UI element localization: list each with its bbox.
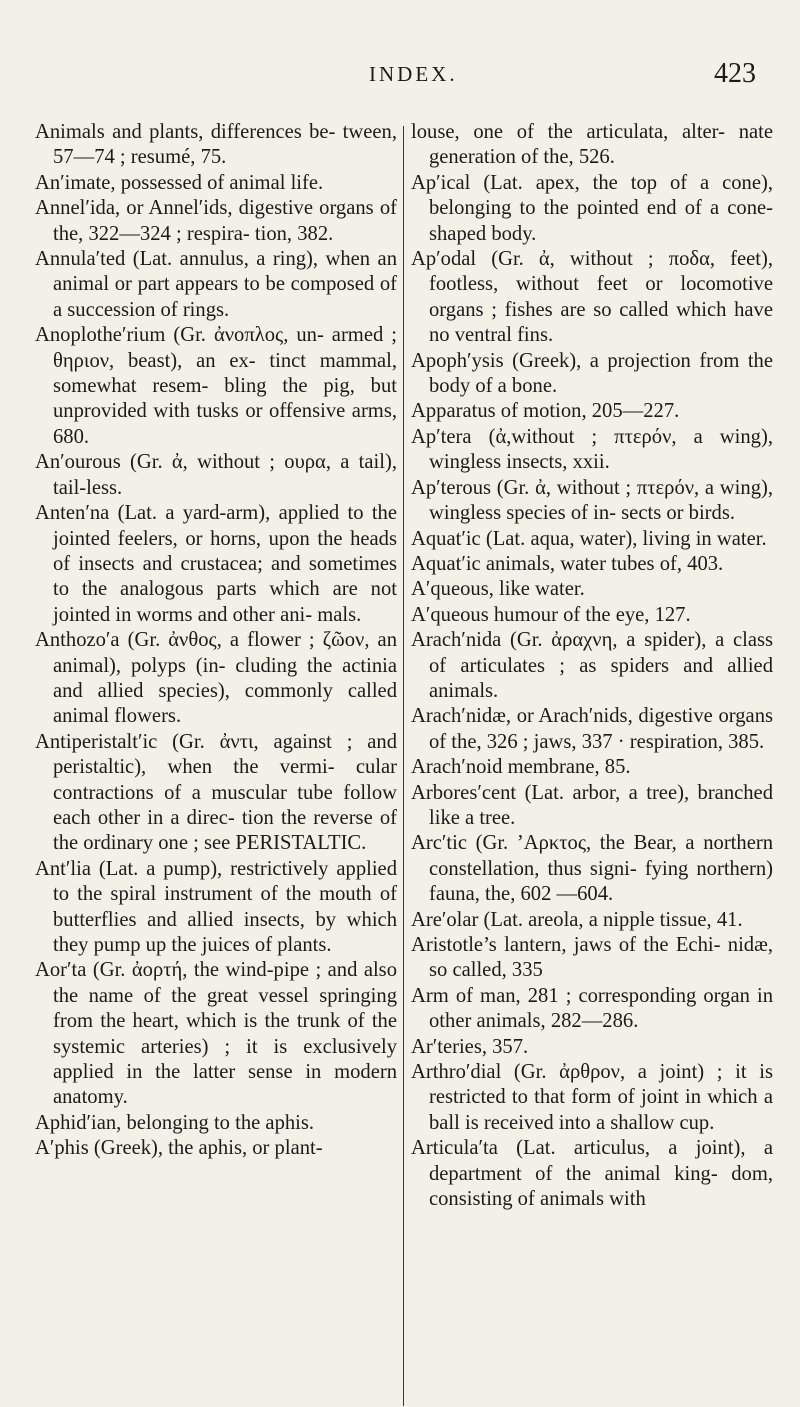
index-entry: Ant′lia (Lat. a pump), restrictively applied to the spiral instrument of the mouth of butterflies and allied insects, by which they pump up the juices of plants. [35, 857, 397, 956]
index-entry: Anten′na (Lat. a yard-arm), applied to the jointed feelers, or horns, upon the heads of insects and crustacea; and sometimes to the analogous parts which are not jointed in worms and other ani- mals. [35, 502, 397, 626]
index-entry: Articula′ta (Lat. articulus, a joint), a department of the animal king- dom, consisting of animals with [411, 1137, 773, 1211]
index-entry: Apparatus of motion, 205—227. [411, 400, 680, 423]
index-entry: Arach′noid membrane, 85. [411, 756, 631, 779]
index-entry: Antiperistalt′ic (Gr. ἀντι, against ; and peristaltic), when the vermi- cular contractions of a muscular tube follow each other in a direc- tion the reverse of the ordinary one ; see PERISTALTIC. [35, 730, 397, 855]
index-entry: Anoplothe′rium (Gr. ἀνοπλος, un- armed ; θηριον, beast), an ex- tinct mammal, somewhat resem- bling the pig, but unprovided with tusks or offensive arms, 680. [35, 324, 397, 448]
running-head [0, 58, 800, 98]
index-entry: Aor′ta (Gr. ἀορτή, the wind-pipe ; and also the name of the great vessel springing from the heart, which is the trunk of the systemic arteries) ; it is exclusively applied in the latter sense in modern anatomy. [35, 959, 397, 1109]
index-entry: Arc′tic (Gr. ’Αρκτος, the Bear, a northern constellation, thus signi- fying northern) fauna, the, 602 —604. [411, 832, 773, 906]
index-entry: Aquat′ic animals, water tubes of, 403. [411, 552, 724, 575]
index-entry: Arach′nida (Gr. ἀραχνη, a spider), a class of articulates ; as spiders and allied animals. [411, 629, 773, 702]
index-entry: Aristotle’s lantern, jaws of the Echi- nidæ, so called, 335 [411, 934, 773, 982]
index-entry: Ar′teries, 357. [411, 1035, 529, 1058]
index-entry: Arm of man, 281 ; corresponding organ in other animals, 282—286. [411, 984, 773, 1033]
left-column [35, 120, 397, 1162]
index-entry: Ap′tera (ἀ,without ; πτερόν, a wing), wingless insects, xxii. [411, 425, 773, 474]
page-number: 423 [714, 58, 756, 89]
index-entry: Aphid′ian, belonging to the aphis. [35, 1111, 315, 1134]
index-entry: Arthro′dial (Gr. ἀρθρον, a joint) ; it is restricted to that form of joint in which a ball is received into a shallow cup. [411, 1061, 773, 1134]
column-divider [403, 126, 404, 1406]
running-head-title: INDEX. [369, 62, 458, 86]
index-entry: Annel′ida, or Annel′ids, digestive organs of the, 322—324 ; respira- tion, 382. [35, 197, 397, 245]
index-entry: Arbores′cent (Lat. arbor, a tree), branched like a tree. [411, 781, 773, 829]
index-entry: Ap′terous (Gr. ἀ, without ; πτερόν, a wing), wingless species of in- sects or birds. [411, 476, 773, 525]
index-entry: An′ourous (Gr. ἀ, without ; ουρα, a tail), tail-less. [35, 451, 397, 499]
index-entry: Arach′nidæ, or Arach′nids, digestive organs of the, 326 ; jaws, 337 · respiration, 385. [411, 705, 773, 753]
index-entry: Ap′odal (Gr. ἀ, without ; ποδα, feet), footless, without feet or locomotive organs ; fishes are so called which have no ventral fins. [411, 248, 773, 347]
index-entry: Ap′ical (Lat. apex, the top of a cone), belonging to the pointed end of a cone-shaped body. [411, 171, 773, 245]
index-entry: Animals and plants, differences be- tween, 57—74 ; resumé, 75. [35, 121, 397, 169]
index-entry: Anthozo′a (Gr. ἀνθος, a flower ; ζῶον, an animal), polyps (in- cluding the actinia and allied species), commonly called animal flowers. [35, 629, 397, 728]
index-entry: A′queous humour of the eye, 127. [411, 603, 691, 626]
index-entry: A′queous, like water. [411, 578, 585, 601]
index-entry: Are′olar (Lat. areola, a nipple tissue, 41. [411, 908, 743, 931]
index-entry: Aquat′ic (Lat. aqua, water), living in water. [411, 527, 767, 550]
right-column [411, 120, 773, 1212]
index-entry: Apoph′ysis (Greek), a projection from the body of a bone. [411, 349, 773, 398]
index-entry: louse, one of the articulata, alter- nate generation of the, 526. [411, 121, 773, 169]
index-entry: Annula′ted (Lat. annulus, a ring), when an animal or part appears to be composed of a succession of rings. [35, 248, 397, 321]
index-entry: A′phis (Greek), the aphis, or plant- [35, 1137, 323, 1160]
index-entry: An′imate, possessed of animal life. [35, 171, 324, 194]
